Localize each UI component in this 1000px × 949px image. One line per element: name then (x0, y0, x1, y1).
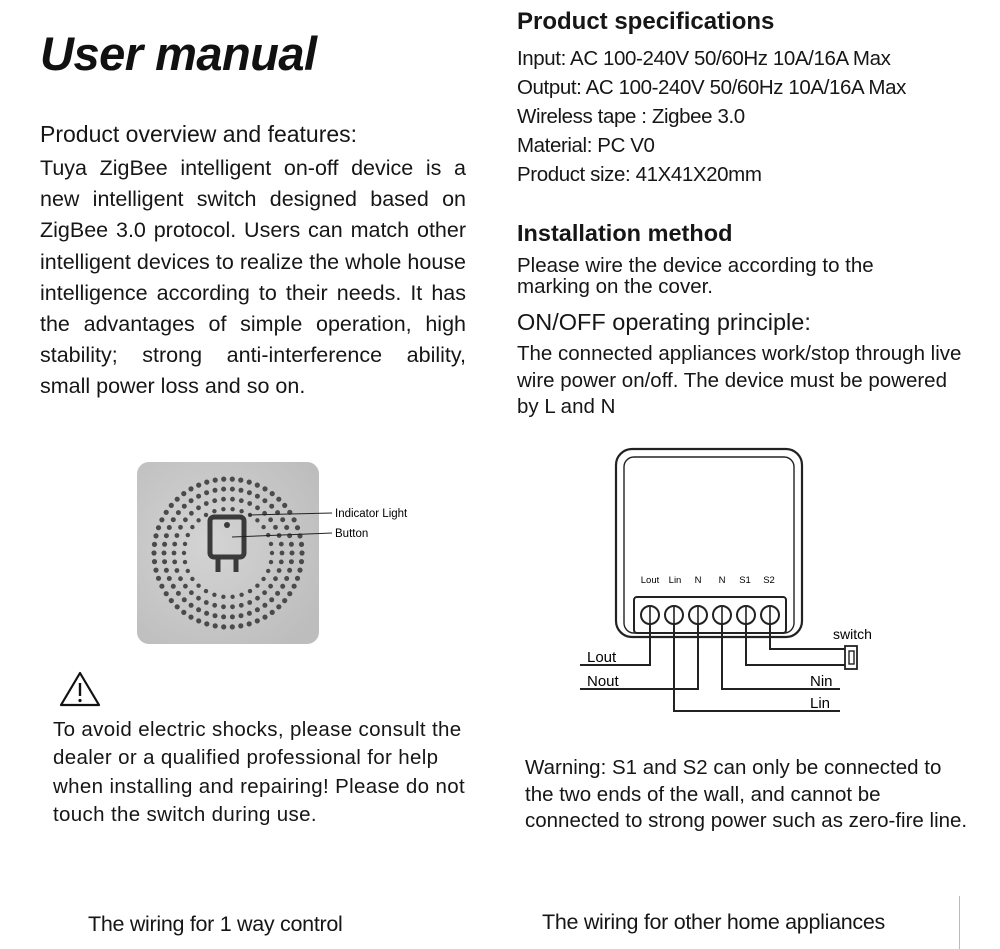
terminal-label-s2: S2 (763, 575, 775, 586)
speaker-dot (204, 490, 209, 495)
speaker-dot (297, 568, 302, 573)
speaker-dot (190, 525, 194, 529)
speaker-dot (196, 494, 201, 499)
speaker-dot (178, 576, 183, 581)
overview-heading: Product overview and features: (40, 121, 358, 147)
speaker-dot (196, 518, 200, 522)
speaker-dot (213, 623, 218, 628)
speaker-dot (261, 577, 265, 581)
spec-input: Input: AC 100-240V 50/60Hz 10A/16A Max (517, 47, 891, 70)
speaker-dot (269, 560, 273, 564)
speaker-dot (280, 584, 285, 589)
speaker-dot (268, 584, 273, 589)
speaker-dot (204, 480, 209, 485)
wire-label-lin: Lin (810, 695, 831, 712)
speaker-dot (262, 590, 267, 595)
speaker-dot (213, 488, 218, 493)
specifications-heading: Product specifications (517, 8, 775, 35)
speaker-dot (186, 533, 190, 537)
speaker-dot (152, 559, 157, 564)
speaker-dot (262, 498, 267, 503)
terminal-label-lout: Lout (640, 575, 660, 586)
speaker-dot (221, 487, 226, 492)
speaker-dot (262, 486, 267, 491)
speaker-dot (262, 603, 267, 608)
speaker-dot (270, 551, 274, 555)
speaker-dot (295, 525, 300, 530)
speaker-dot (169, 503, 174, 508)
speaker-dot (270, 610, 275, 615)
speaker-dot (164, 568, 169, 573)
speaker-dot (273, 525, 278, 530)
spec-output: Output: AC 100-240V 50/60Hz 10A/16A Max (517, 76, 906, 99)
speaker-dot (175, 568, 180, 573)
speaker-dot (167, 525, 172, 530)
speaker-dot (212, 593, 216, 597)
speaker-dot (255, 607, 260, 612)
terminal-label-n2: N (718, 575, 726, 586)
speaker-dot (189, 511, 194, 516)
speaker-dot (277, 568, 282, 573)
speaker-dot (247, 501, 252, 506)
speaker-dot (159, 584, 164, 589)
speaker-dot (182, 551, 186, 555)
speaker-dot (182, 504, 187, 509)
speaker-dot (196, 618, 201, 623)
speaker-dot (279, 560, 284, 565)
speaker-dot (299, 559, 304, 564)
speaker-dot (221, 477, 226, 482)
speaker-dot (204, 501, 209, 506)
speaker-dot (247, 611, 252, 616)
speaker-dot (183, 517, 188, 522)
speaker-dot (221, 507, 225, 511)
spec-wireless: Wireless tape : Zigbee 3.0 (517, 105, 745, 128)
speaker-dot (172, 551, 177, 556)
speaker-dot (268, 517, 273, 522)
speaker-dot (196, 483, 201, 488)
speaker-dot (183, 584, 188, 589)
speaker-dot (276, 604, 281, 609)
wall-switch-icon (845, 646, 857, 669)
speaker-dot (204, 600, 209, 605)
speaker-dot (279, 542, 284, 547)
speaker-dot (175, 497, 180, 502)
speaker-dot (212, 498, 217, 503)
speaker-dot (239, 509, 243, 513)
speaker-dot (255, 596, 260, 601)
speaker-dot (204, 621, 209, 626)
warning-text: Warning: S1 and S2 can only be connected to the two ends of the wall, and cannot be connected to strong power such as zero-fire line. (525, 756, 968, 833)
speaker-dot (221, 595, 225, 599)
speaker-dot (196, 607, 201, 612)
speaker-dot (213, 613, 218, 618)
speaker-dot (239, 488, 244, 493)
speaker-dot (230, 614, 235, 619)
switch-label: switch (833, 626, 872, 642)
speaker-dot (284, 525, 289, 530)
speaker-dot (162, 542, 167, 547)
speaker-dot (247, 600, 252, 605)
speaker-dot (230, 604, 235, 609)
speaker-dot (172, 542, 177, 547)
spec-size: Product size: 41X41X20mm (517, 163, 762, 186)
speaker-dot (287, 568, 292, 573)
speaker-dot (181, 610, 186, 615)
speaker-dot (171, 584, 176, 589)
speaker-dot (182, 597, 187, 602)
installation-heading: Installation method (517, 220, 733, 246)
speaker-dot (284, 576, 289, 581)
speaker-dot (230, 624, 235, 629)
speaker-dot (204, 513, 208, 517)
page-title: User manual (40, 27, 317, 80)
speaker-dot (262, 615, 267, 620)
device-photo-graphic (136, 461, 436, 651)
wire-label-lout: Lout (587, 649, 617, 666)
speaker-dot (287, 591, 292, 596)
speaker-dot (213, 478, 218, 483)
speaker-dot (269, 542, 273, 546)
speaker-dot (221, 614, 226, 619)
terminal-label-lin: Lin (668, 575, 682, 586)
speaker-dot (221, 624, 226, 629)
safety-text: To avoid electric shocks, please consult the dealer or a qualified professional for help when installing and repairing! Please do not touch the switch during use. (53, 718, 465, 826)
speaker-dot (175, 604, 180, 609)
terminal-label-s1: S1 (739, 575, 751, 586)
speaker-dot (156, 576, 161, 581)
speaker-dot (269, 597, 274, 602)
speaker-dot (204, 611, 209, 616)
speaker-dot (172, 560, 177, 565)
speaker-dot (239, 593, 243, 597)
speaker-dot (178, 525, 183, 530)
speaker-dot (230, 507, 234, 511)
speaker-dot (290, 551, 295, 556)
page-edge-divider (959, 896, 960, 949)
speaker-dot (273, 576, 278, 581)
speaker-dot (247, 480, 252, 485)
speaker-dot (230, 595, 234, 599)
speaker-dot (230, 477, 235, 482)
speaker-dot (280, 551, 285, 556)
speaker-dot (282, 503, 287, 508)
speaker-dot (282, 598, 287, 603)
speaker-dot (266, 569, 270, 573)
speaker-dot (183, 542, 187, 546)
speaker-dot (269, 504, 274, 509)
speaker-dot (299, 550, 304, 555)
speaker-dot (255, 584, 259, 588)
principle-text: The connected appliances work/stop through live wire power on/off. The device must be powered by L and N (517, 342, 962, 418)
speaker-dot (270, 491, 275, 496)
speaker-dot (212, 603, 217, 608)
speaker-dot (239, 603, 244, 608)
specifications-list (517, 44, 906, 189)
speaker-dot (186, 569, 190, 573)
speaker-dot (238, 623, 243, 628)
speaker-dot (287, 533, 292, 538)
speaker-dot (212, 509, 216, 513)
speaker-dot (248, 589, 252, 593)
speaker-dot (255, 518, 259, 522)
speaker-dot (275, 591, 280, 596)
speaker-dot (175, 533, 180, 538)
speaker-dot (239, 613, 244, 618)
warning-triangle-icon (58, 670, 102, 713)
button-label: Button (335, 528, 369, 540)
speaker-dot (196, 596, 201, 601)
indicator-light-label: Indicator Light (335, 508, 408, 520)
caption-one-way-control: The wiring for 1 way control (88, 912, 343, 936)
terminal-label-n1: N (694, 575, 702, 586)
speaker-dot (153, 533, 158, 538)
speaker-dot (221, 497, 226, 502)
speaker-dot (164, 591, 169, 596)
speaker-dot (162, 559, 167, 564)
speaker-dot (255, 494, 260, 499)
speaker-dot (230, 487, 235, 492)
speaker-dot (153, 568, 158, 573)
speaker-dot (261, 525, 265, 529)
speaker-dot (247, 490, 252, 495)
speaker-dot (167, 576, 172, 581)
speaker-dot (159, 517, 164, 522)
speaker-dot (176, 591, 181, 596)
overview-text: Tuya ZigBee intelligent on-off device is a new intelligent switch designed based on ZigBee 3.0 protocol. Users can match other intelligent devices to realize the whole house intelligence according to their needs. It has the advantages of simple operation, high stability; strong anti-interference ability, small power loss and so on. (40, 156, 466, 399)
wire-label-nin: Nin (810, 673, 833, 690)
speaker-dot (230, 497, 235, 502)
speaker-dot (152, 542, 157, 547)
device-photo (136, 461, 436, 656)
speaker-dot (247, 621, 252, 626)
speaker-dot (176, 510, 181, 515)
speaker-dot (188, 486, 193, 491)
speaker-dot (239, 498, 244, 503)
speaker-dot (204, 589, 208, 593)
caption-home-appliances: The wiring for other home appliances (542, 910, 885, 934)
indicator-light (224, 522, 230, 528)
speaker-dot (255, 618, 260, 623)
speaker-dot (189, 590, 194, 595)
speaker-dot (188, 615, 193, 620)
installation-text: Please wire the device according to the marking on the cover. (517, 254, 874, 298)
speaker-dot (189, 603, 194, 608)
speaker-dot (196, 505, 201, 510)
spec-material: Material: PC V0 (517, 134, 655, 157)
speaker-dot (292, 584, 297, 589)
speaker-dot (289, 542, 294, 547)
wiring-diagram (575, 445, 885, 730)
speaker-dot (292, 517, 297, 522)
speaker-dot (255, 483, 260, 488)
speaker-dot (189, 498, 194, 503)
speaker-dot (164, 510, 169, 515)
speaker-dot (280, 517, 285, 522)
speaker-dot (238, 478, 243, 483)
speaker-dot (183, 560, 187, 564)
speaker-dot (151, 550, 156, 555)
speaker-dot (289, 559, 294, 564)
speaker-dot (255, 505, 260, 510)
speaker-dot (169, 598, 174, 603)
speaker-dot (295, 576, 300, 581)
speaker-dot (156, 525, 161, 530)
speaker-dot (162, 551, 167, 556)
speaker-dot (164, 533, 169, 538)
speaker-dot (196, 584, 200, 588)
principle-heading: ON/OFF operating principle: (517, 309, 811, 335)
speaker-dot (276, 497, 281, 502)
speaker-dot (181, 491, 186, 496)
speaker-dot (171, 517, 176, 522)
wire-label-nout: Nout (587, 673, 619, 690)
speaker-dot (190, 577, 194, 581)
speaker-dot (299, 542, 304, 547)
speaker-dot (221, 604, 226, 609)
